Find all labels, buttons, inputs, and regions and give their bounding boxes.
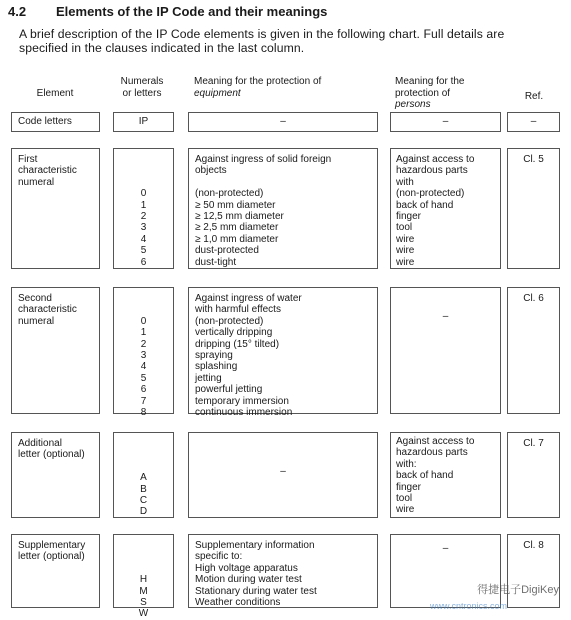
- second-ref: Cl. 6: [523, 293, 544, 304]
- header-equipment-line-1: Meaning for the protection of: [194, 76, 322, 87]
- code-letters-persons-box: [390, 112, 501, 132]
- header-equipment-line-2: equipment: [194, 87, 241, 99]
- header-persons-line-1: Meaning for the: [395, 76, 465, 87]
- code-letters-ref: –: [530, 116, 537, 127]
- section-number: 4.2: [8, 4, 27, 19]
- additional-numerals: A B C D: [139, 472, 148, 518]
- header-ref: Ref.: [524, 91, 544, 102]
- first-element: First characteristic numeral: [18, 154, 77, 188]
- header-persons-line-2: protection of: [395, 87, 451, 99]
- code-letters-equipment-box: [188, 112, 378, 132]
- code-letters-ref-box: [507, 112, 560, 132]
- first-equipment: Against ingress of solid foreign objects (non-protected) ≥ 50 mm diameter ≥ 12,5 mm diameter ≥ 2,5 mm diameter ≥ 1,0 mm diameter dust-protected dust-tight: [195, 154, 332, 268]
- brand-watermark: 得捷电子DigiKey: [477, 584, 559, 596]
- supplementary-element-box: [11, 534, 100, 608]
- additional-element: Additional letter (optional): [18, 438, 85, 461]
- second-equipment: Against ingress of water with harmful effects (non-protected) vertically dripping dripping (15° tilted) spraying splashing jetting powerful jetting temporary immersion continuous immersion: [195, 293, 302, 419]
- header-numerals-line-2: or letters: [122, 87, 162, 99]
- additional-element-box: [11, 432, 100, 518]
- section-title: Elements of the IP Code and their meanings: [56, 4, 328, 19]
- supplementary-numerals-box: [113, 534, 174, 620]
- supplementary-numerals: H M S W: [138, 574, 149, 620]
- first-persons-box: [390, 148, 501, 269]
- header-element: Element: [36, 88, 74, 99]
- first-numerals: 0 1 2 3 4 5 6: [140, 188, 147, 268]
- supplementary-persons: –: [442, 543, 449, 554]
- intro-line-1: A brief description of the IP Code elements is given in the following chart. Full details are: [19, 27, 505, 41]
- first-persons: Against access to hazardous parts with (non-protected) back of hand finger tool wire wire wire: [396, 154, 475, 268]
- code-letters-persons: –: [442, 116, 449, 127]
- second-ref-box: [507, 287, 560, 414]
- supplementary-ref: Cl. 8: [523, 540, 544, 551]
- additional-ref-box: [507, 432, 560, 518]
- code-letters-numerals: IP: [138, 116, 149, 127]
- code-letters-element-box: [11, 112, 100, 132]
- header-numerals: [112, 76, 172, 99]
- first-ref-box: [507, 148, 560, 269]
- first-ref: Cl. 5: [523, 154, 544, 165]
- second-equipment-box: [188, 287, 378, 419]
- supplementary-equipment-box: [188, 534, 378, 608]
- additional-equipment: –: [280, 466, 286, 477]
- additional-persons-box: [390, 432, 501, 518]
- second-numerals-box: [113, 287, 174, 419]
- additional-persons: Against access to hazardous parts with: back of hand finger tool wire: [396, 436, 475, 516]
- code-letters-element: Code letters: [18, 116, 72, 127]
- site-watermark: www.cntronics.com: [430, 601, 508, 611]
- intro-line-2: specified in the clauses indicated in the last column.: [19, 41, 305, 55]
- second-persons: –: [442, 311, 449, 322]
- code-letters-numerals-box: [113, 112, 174, 132]
- intro-paragraph: [19, 27, 559, 55]
- header-numerals-line-1: Numerals: [120, 76, 164, 87]
- header-persons-line-3: persons: [395, 99, 431, 110]
- code-letters-equipment: –: [280, 116, 286, 127]
- second-element: Second characteristic numeral: [18, 293, 77, 327]
- supplementary-equipment: Supplementary information specific to: High voltage apparatus Motion during water test Stationary during water test Weather conditions: [195, 540, 317, 609]
- second-persons-box: [390, 287, 501, 414]
- first-numerals-box: [113, 148, 174, 269]
- additional-equipment-box: [188, 432, 378, 518]
- second-element-box: [11, 287, 100, 414]
- first-element-box: [11, 148, 100, 269]
- additional-numerals-box: [113, 432, 174, 518]
- header-equipment: [194, 76, 384, 99]
- header-persons: [395, 76, 505, 111]
- second-numerals: 0 1 2 3 4 5 6 7 8: [140, 315, 147, 419]
- supplementary-element: Supplementary letter (optional): [18, 540, 86, 563]
- additional-ref: Cl. 7: [523, 438, 544, 449]
- first-equipment-box: [188, 148, 378, 269]
